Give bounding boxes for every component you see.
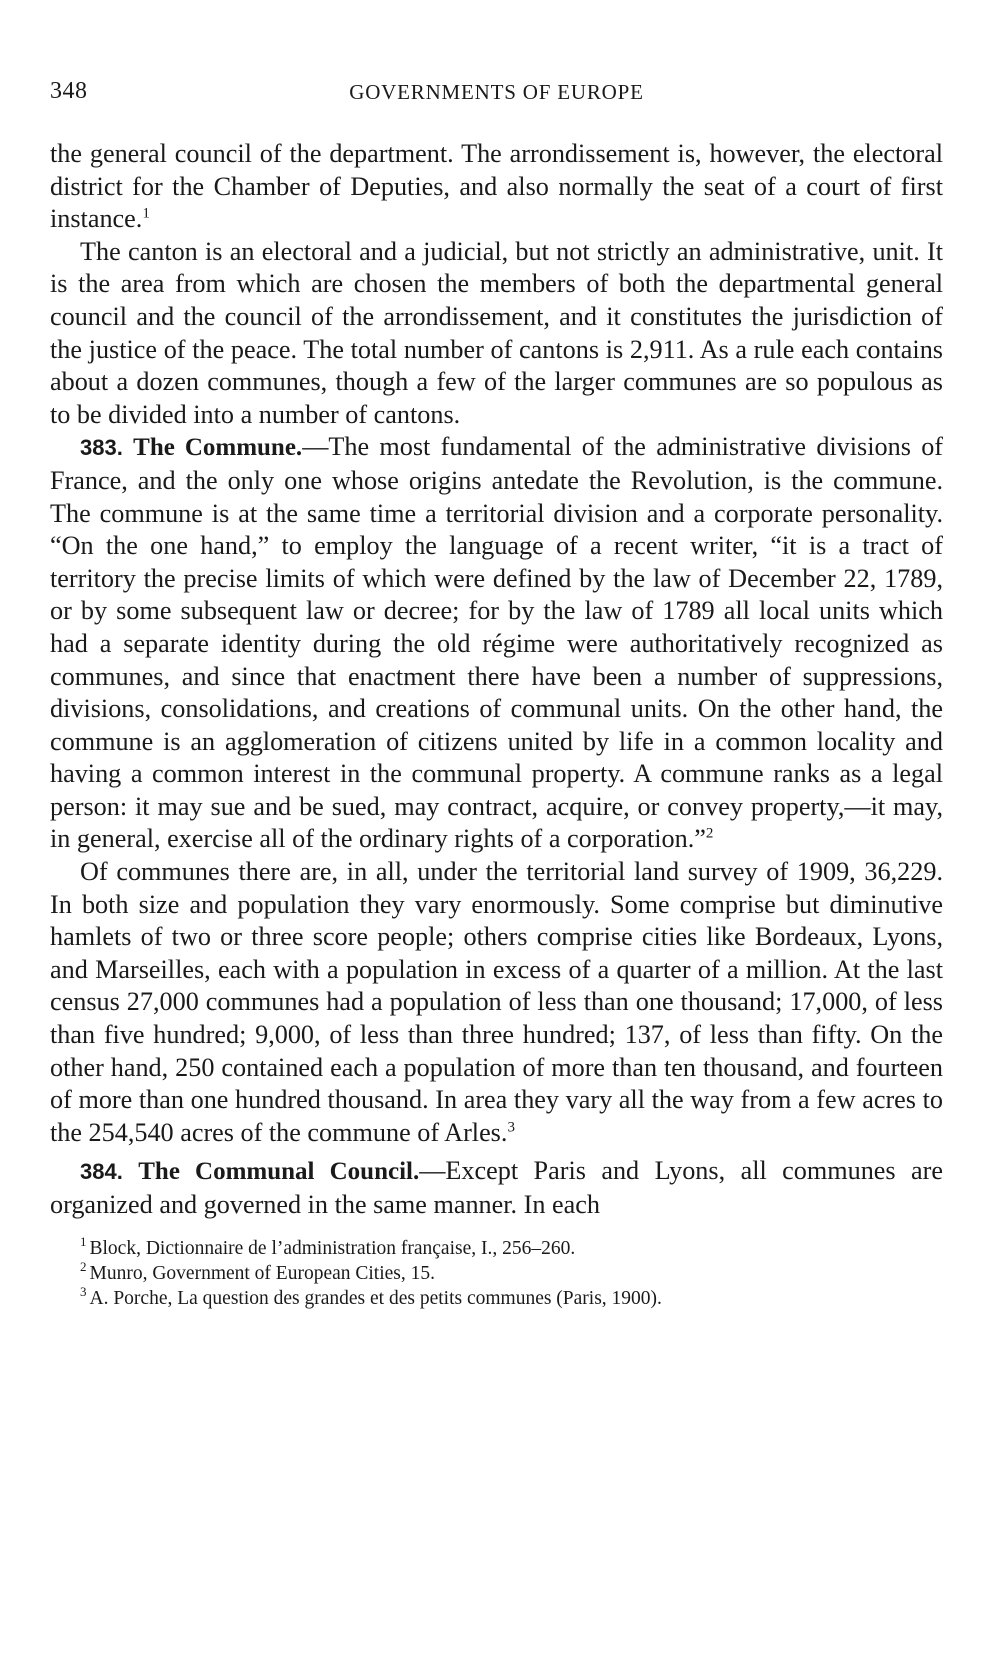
paragraph-communal-council [50,1155,943,1221]
page-number: 348 [50,78,88,104]
footnote [50,1261,943,1286]
section-number: 384. [80,1159,123,1185]
footnote-text: Block, Dictionnaire de l’administration française, I., 256–260. [89,1237,576,1259]
running-header [50,70,943,110]
footnote [50,1286,943,1311]
section-number: 383. [80,435,123,461]
paragraph-text: —Except Paris and Lyons, all communes are organized and governed in the same manner. In each [50,1156,944,1219]
body-text [50,138,943,1222]
footnotes [50,1236,943,1311]
section-heading: The Commune. [133,434,303,462]
paragraph-text: the general council of the department. The arrondissement is, however, the electoral district for the Chamber of Deputies, and also normally the seat of a court of first instance. [50,139,943,234]
footnote-reference: 2 [705,825,714,842]
section-heading: The Communal Council. [138,1158,420,1186]
paragraph-canton [50,236,943,432]
running-title: GOVERNMENTS OF EUROPE [349,80,644,104]
paragraph-text: The canton is an electoral and a judicial, but not strictly an administrative, unit. It is the area from which are chosen the members of both the departmental general council and the council of the arrondissement, and it constitutes the jurisdiction of the justice of the peace. The total number of cantons is 2,911. As a rule each contains about a dozen communes, though a few of the larger communes are so populous as to be divided into a number of cantons. [50,236,943,429]
paragraph-text: —The most fundamental of the administrative divisions of France, and the only one whose origins antedate the Revolution, is the commune. The commune is at the same time a territorial division and a corporate personality. “On the one hand,” to employ the language of a recent writer, “it is a tract of territory the precise limits of which were defined by the law of December 22, 1789, or by some subsequent law or decree; for by the law of 1789 all local units which had a separate identity during the old régime were authoritatively recognized as communes, and since that enactment there have been a number of suppressions, divisions, consolidations, and creations of communal units. On the other hand, the commune is an agglomeration of citizens united by life in a common locality and having a common interest in the communal property. A commune ranks as a legal person: it may sue and be sued, may contract, acquire, or convey property,—it may, in general, exercise all of the ordinary rights of a corporation.” [50,432,944,854]
paragraph-continuation [50,138,943,236]
footnote-text: A. Porche, La question des grandes et des petits communes (Paris, 1900). [89,1287,662,1309]
footnote-marker: 3 [80,1284,87,1300]
book-page [50,70,943,1311]
footnote-reference: 3 [507,1119,515,1136]
footnote-marker: 1 [80,1234,87,1250]
footnote-text: Munro, Government of European Cities, 15. [89,1262,436,1284]
paragraph-text: Of communes there are, in all, under the territorial land survey of 1909, 36,229. In both size and population they vary enormously. Some comprise but diminutive hamlets of two or three score people; others comprise cities like Bordeaux, Lyons, and Marseilles, each with a population in excess of a quarter of a million. At the last census 27,000 communes had a population of less than one thousand; 17,000, of less than five hundred; 9,000, of less than three hundred; 137, of less than fifty. On the other hand, 250 contained each a population of more than ten thousand, and fourteen of more than one hundred thousand. In area they vary all the way from a few acres to the 254,540 acres of the commune of Arles. [50,857,943,1147]
footnote-reference: 1 [142,205,150,222]
paragraph-commune [50,431,943,856]
footnote [50,1236,943,1261]
footnote-marker: 2 [80,1259,87,1275]
paragraph-commune-statistics [50,856,943,1149]
